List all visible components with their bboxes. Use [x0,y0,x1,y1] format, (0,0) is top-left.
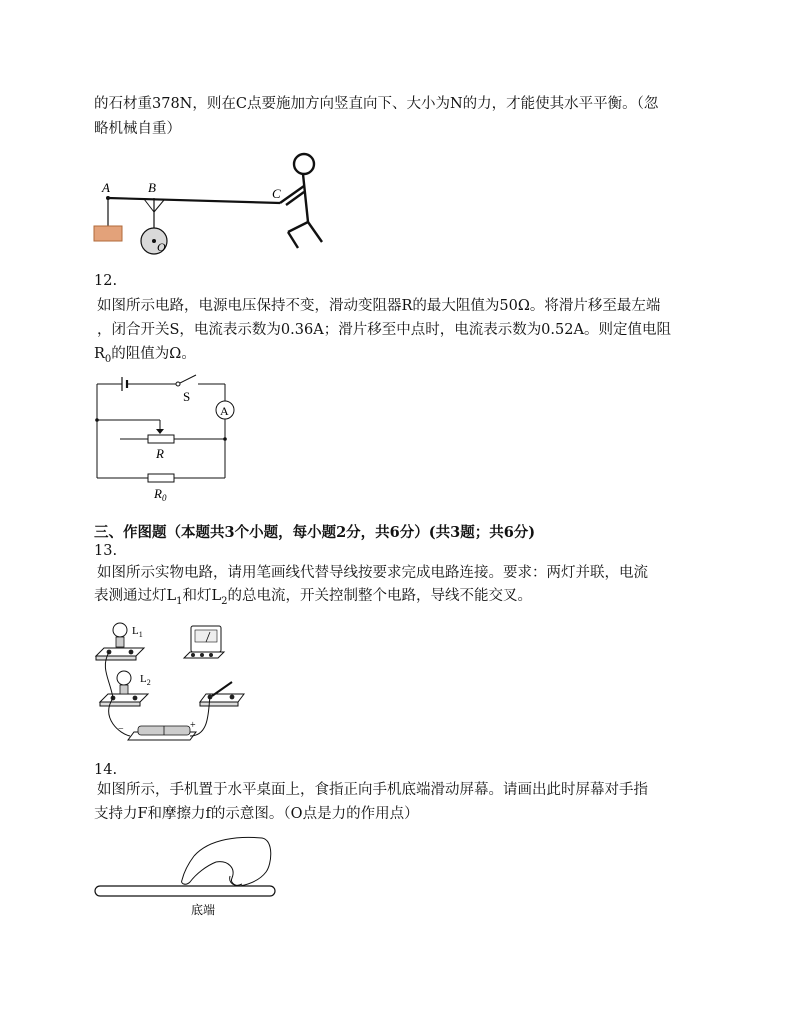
label-r0: $R_0$ [154,486,167,503]
q11-text-line2: 略机械自重） [94,121,181,137]
label-l2: $L_2$ [140,673,151,687]
q12-line2: ，闭合开关S，电流表示数为0.36A；滑片移至中点时，电流表示数为0.52A。则定值电阻 [97,322,671,338]
label-bottom-end: 底端 [191,903,216,917]
phone-finger-figure [90,834,280,924]
person-head [294,154,314,174]
q13-line1: 如图所示实物电路，请用笔画线代替导线按要求完成电路连接。要求：两灯并联，电流 [97,565,648,581]
stone-block [94,226,122,241]
phone-body [95,886,275,896]
circuit-figure [90,368,240,506]
label-s: S [183,389,191,404]
q14-number: 14. [94,762,118,778]
slider-arrow [156,429,164,434]
label-minus: − [118,724,124,735]
q11-text-line1: 的石材重378N，则在C点要施加方向竖直向下、大小为N的力，才能使其水平平衡。（忽 [94,96,659,112]
label-a: A [102,180,110,195]
q12-line3: $R_0$的阻值为Ω。 [94,346,196,365]
index-finger [182,856,216,884]
physical-circuit-figure [90,618,250,748]
hand-outline [194,837,271,887]
section3-heading: 三、作图题（本题共3个小题，每小题2分，共6分）(共3题；共6分) [94,524,536,541]
label-l1: $L_1$ [132,625,143,639]
rheostat-r [148,435,174,443]
lamp-l2-bulb [117,671,131,685]
label-ammeter: A [220,404,229,418]
lever-bar [108,198,280,203]
label-c: C [272,186,281,201]
q14-line2: 支持力F和摩擦力f的示意图。（O点是力的作用点） [94,806,419,822]
label-o: O [157,240,166,254]
q14-line1: 如图所示，手机置于水平桌面上，食指正向手机底端滑动屏幕。请画出此时屏幕对手指 [97,782,648,798]
q12-number: 12. [94,273,118,289]
resistor-r0 [148,474,174,482]
switch-s [180,375,196,383]
lever-figure [90,148,330,258]
q13-number: 13. [94,543,118,559]
lamp-l1-bulb [113,623,127,637]
q13-line2: 表测通过灯$L_1$和灯$L_2$的总电流，开关控制整个电路，导线不能交叉。 [94,588,533,607]
label-r: R [156,446,164,461]
label-b: B [148,180,156,195]
label-plus: + [190,720,196,731]
q12-line1: 如图所示电路，电源电压保持不变，滑动变阻器R的最大阻值为50Ω。将滑片移至最左端 [97,298,661,314]
